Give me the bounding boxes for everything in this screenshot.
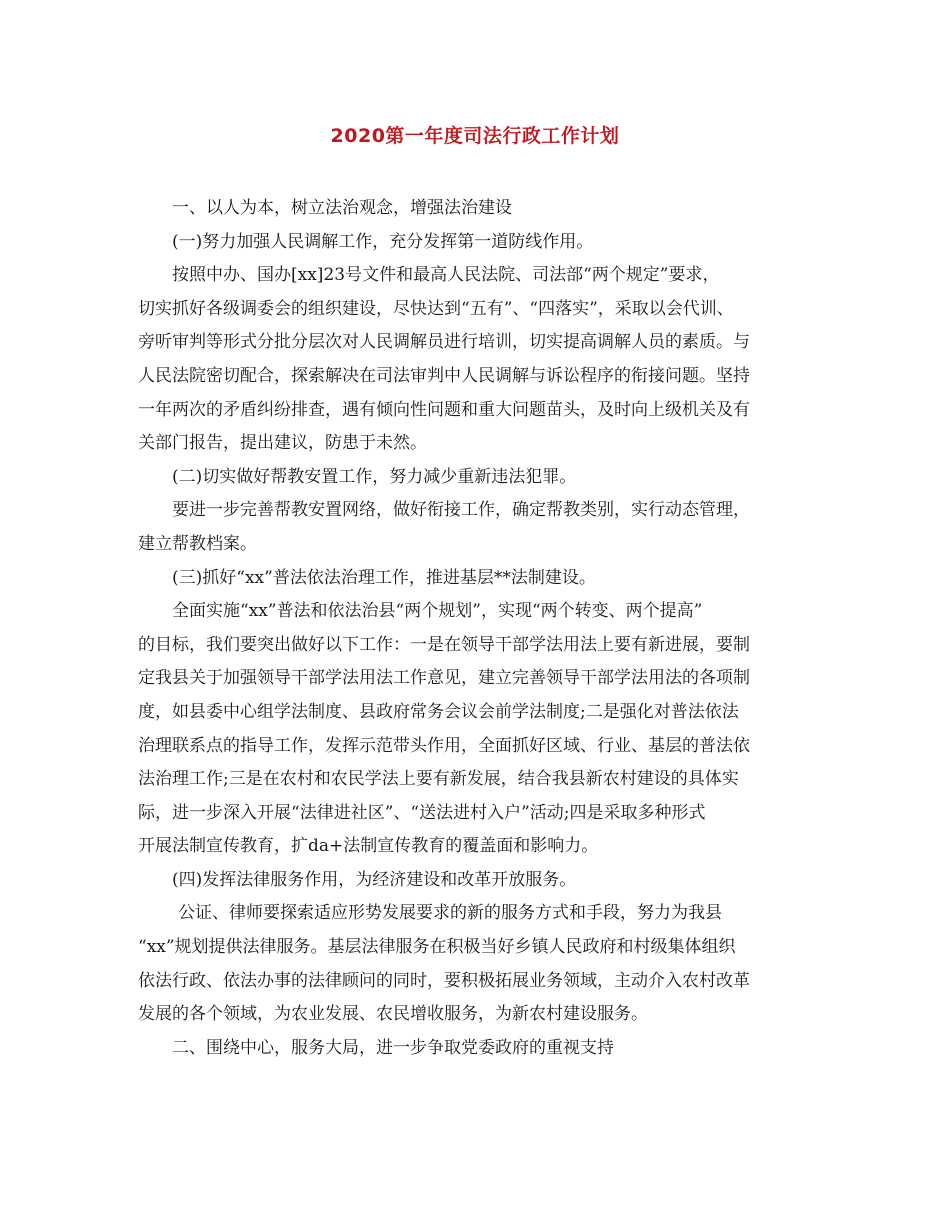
text-line: 依法行政、依法办事的法律顾问的同时，要积极拓展业务领域，主动介入农村改革: [138, 970, 750, 991]
text-line: 二、围绕中心，服务大局，进一步争取党委政府的重视支持: [172, 1037, 614, 1058]
text-line: 切实抓好各级调委会的组织建设，尽快达到“五有”、“四落实”，采取以会代训、: [138, 298, 734, 319]
text-line: 公证、律师要探索适应形势发展要求的新的服务方式和手段，努力为我县: [178, 903, 722, 924]
text-line: 关部门报告，提出建议，防患于未然。: [138, 433, 427, 454]
text-line: 一年两次的矛盾纠纷排查，遇有倾向性问题和重大问题苗头，及时向上级机关及有: [138, 399, 750, 420]
text-line: 定我县关于加强领导干部学法用法工作意见，建立完善领导干部学法用法的各项制: [138, 668, 750, 689]
document-title: 2020第一年度司法行政工作计划: [330, 125, 620, 147]
text-line: 一、以人为本，树立法治观念，增强法治建设: [172, 198, 512, 218]
text-line: (二)切实做好帮教安置工作，努力减少重新违法犯罪。: [172, 466, 577, 487]
text-line: 度，如县委中心组学法制度、县政府常务会议会前学法制度;二是强化对普法依法: [138, 701, 739, 722]
text-line: 建立帮教档案。: [138, 533, 257, 554]
text-line: 人民法院密切配合，探索解决在司法审判中人民调解与诉讼程序的衔接问题。坚持: [138, 365, 750, 386]
text-line: 全面实施“xx”普法和依法治县“两个规划”，实现“两个转变、两个提高”: [172, 601, 703, 622]
text-line: (三)抓好“xx”普法依法治理工作，推进基层**法制建设。: [172, 567, 596, 588]
text-line: 旁听审判等形式分批分层次对人民调解员进行培训，切实提高调解人员的素质。与: [138, 332, 750, 353]
text-line: (一)努力加强人民调解工作，充分发挥第一道防线作用。: [172, 231, 594, 252]
text-line: 际，进一步深入开展“法律进社区”、“送法进村入户”活动;四是采取多种形式: [138, 802, 706, 823]
text-line: 开展法制宣传教育，扩da+法制宣传教育的覆盖面和影响力。: [138, 836, 599, 857]
text-line: 的目标，我们要突出做好以下工作：一是在领导干部学法用法上要有新进展，要制: [138, 634, 750, 655]
text-line: (四)发挥法律服务作用，为经济建设和改革开放服务。: [172, 869, 577, 890]
document-body: [138, 192, 828, 1065]
text-line: 治理联系点的指导工作，发挥示范带头作用，全面抓好区域、行业、基层的普法依: [138, 735, 750, 756]
text-line: 法治理工作;三是在农村和农民学法上要有新发展，结合我县新农村建设的具体实: [138, 769, 739, 790]
text-line: 要进一步完善帮教安置网络，做好衔接工作，确定帮教类别，实行动态管理，: [172, 500, 750, 521]
text-line: “xx”规划提供法律服务。基层法律服务在积极当好乡镇人民政府和村级集体组织: [138, 937, 736, 958]
text-line: 发展的各个领域，为农业发展、农民增收服务，为新农村建设服务。: [138, 1004, 648, 1025]
text-line: 按照中办、国办[xx]23号文件和最高人民法院、司法部“两个规定”要求，: [172, 265, 720, 286]
